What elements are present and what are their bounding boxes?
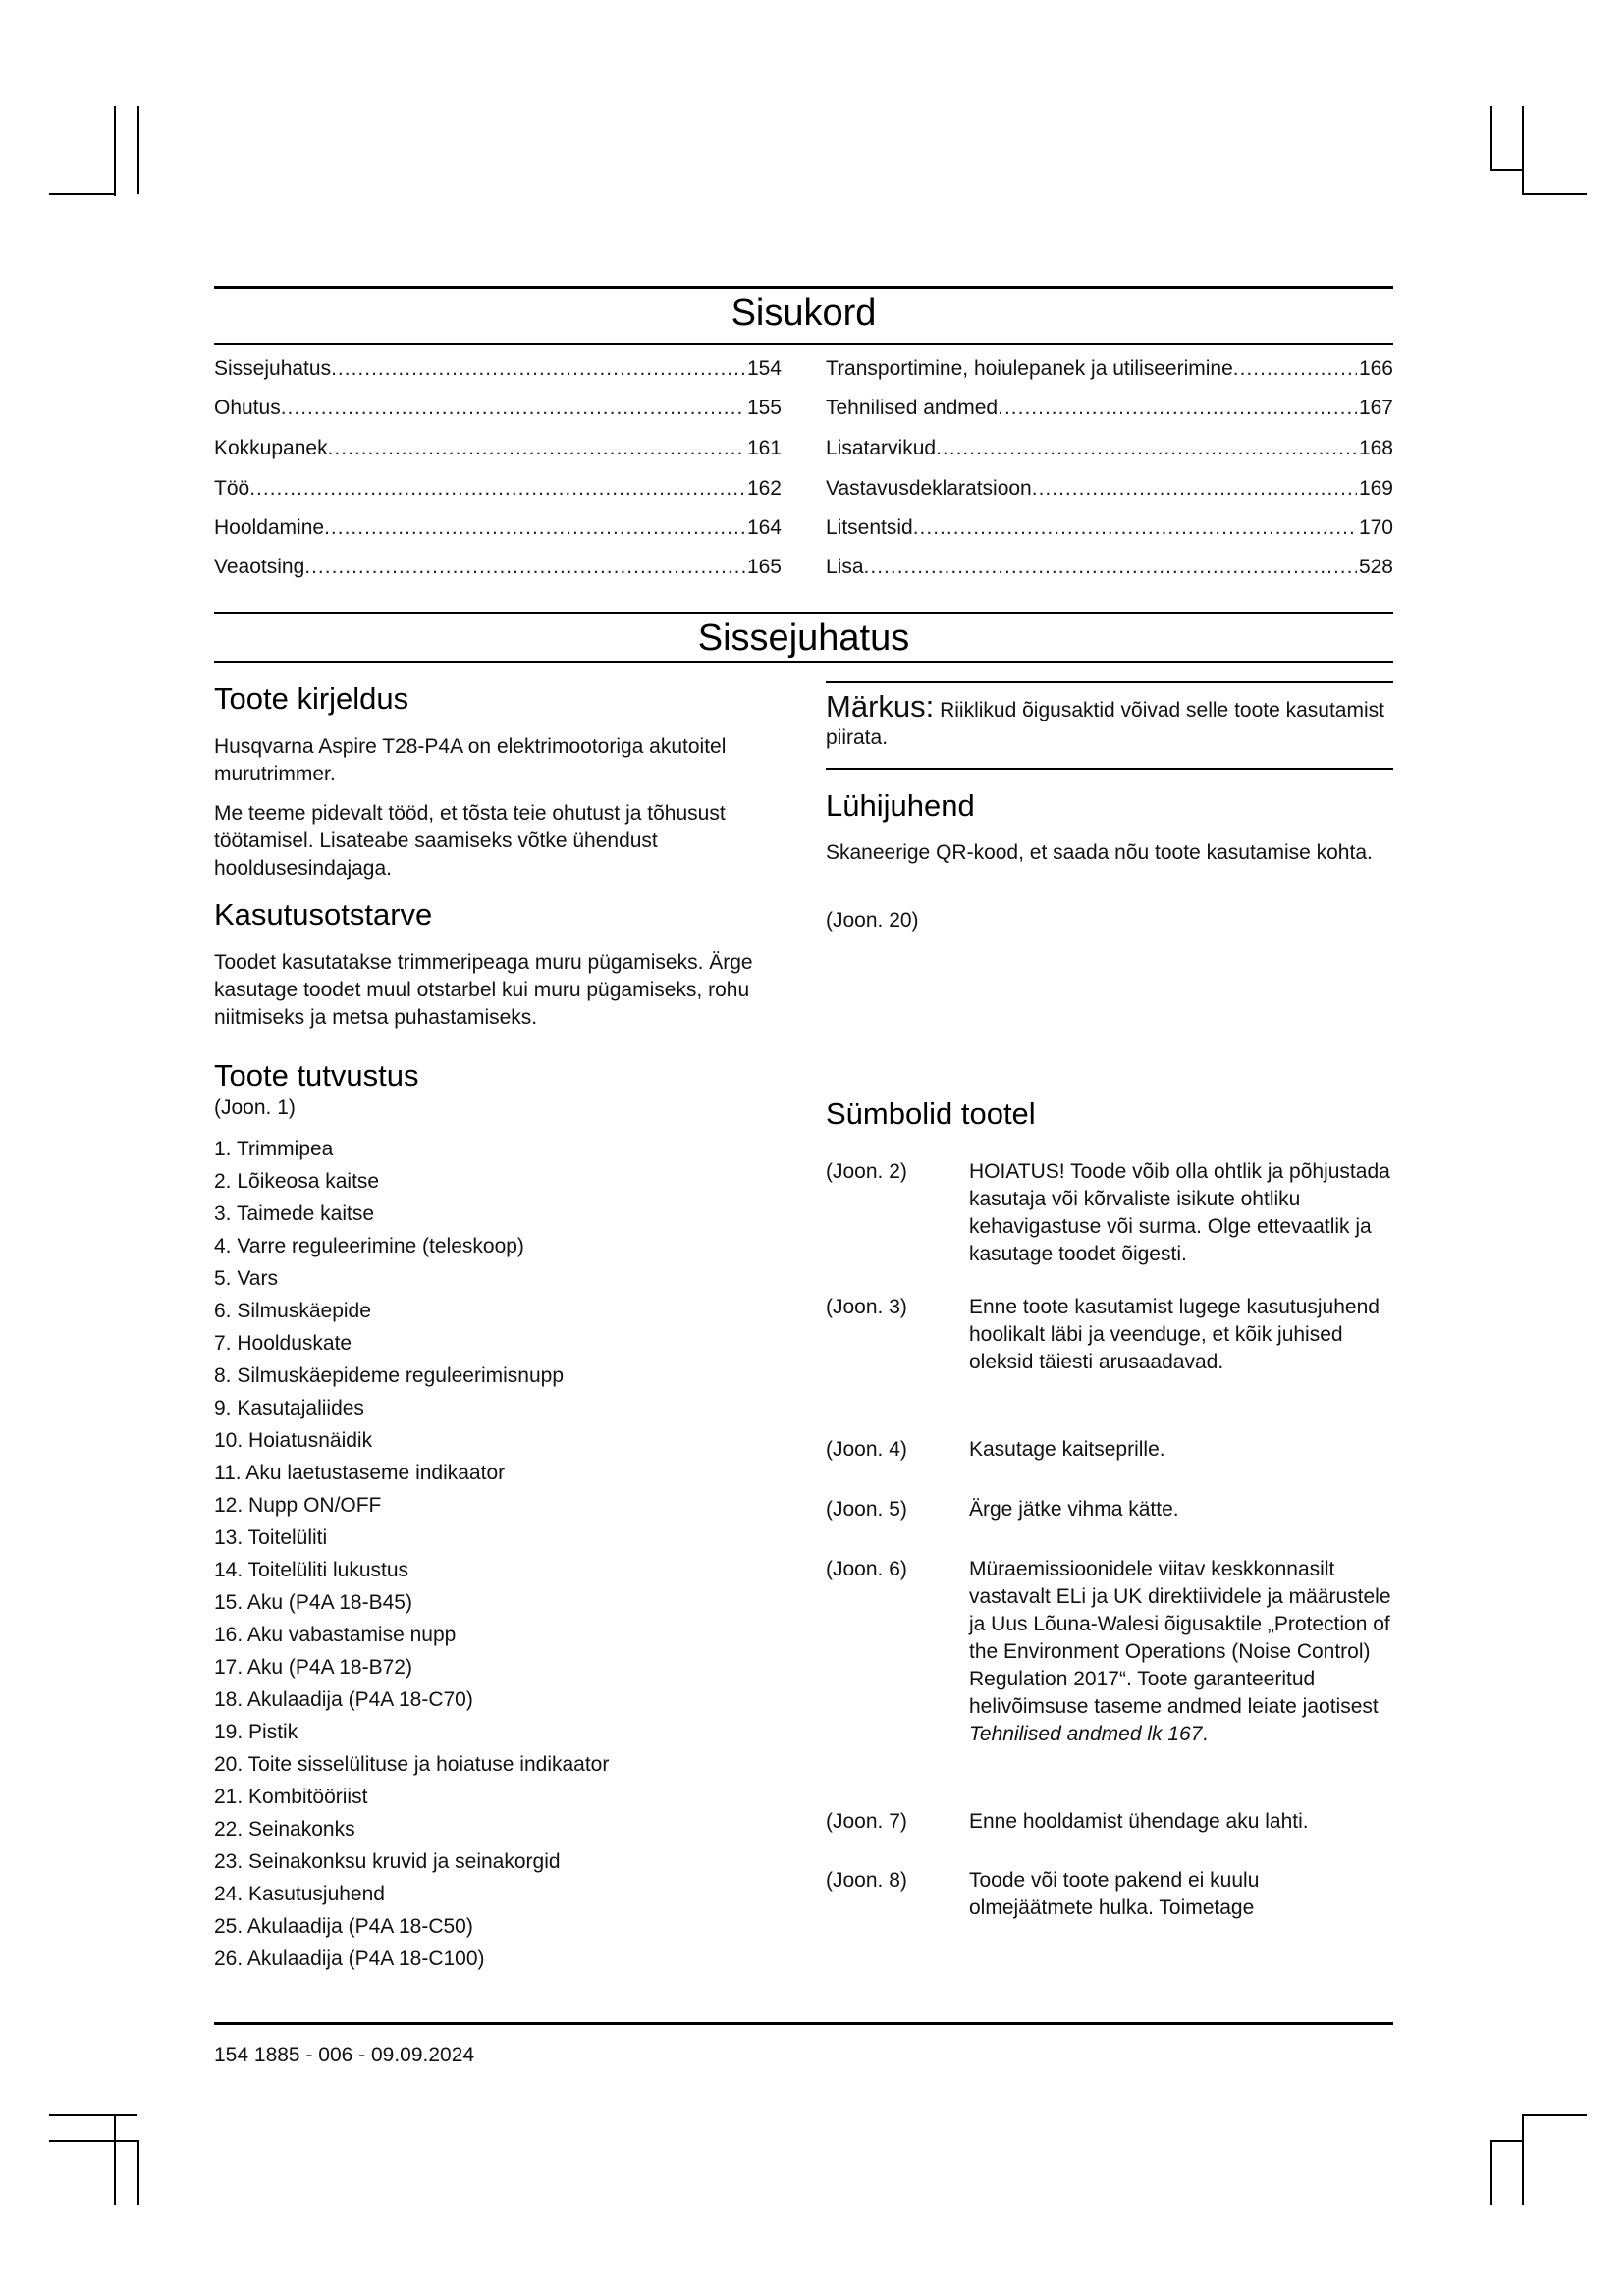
list-item: 26. Akulaadija (P4A 18-C100)	[214, 1948, 485, 1970]
list-item: 9. Kasutajaliides	[214, 1397, 364, 1419]
symbol-ref: (Joon. 5)	[826, 1498, 907, 1521]
toc-entry-label: Tehnilised andmed	[826, 397, 999, 419]
symbol-crossref-link[interactable]: Tehnilised andmed lk 167	[969, 1723, 1203, 1745]
symbol-text: Enne toote kasutamist lugege kasutusjuhend hoolikalt läbi ja veenduge, et kõik juhised oleksid täiesti arusaadavad.	[969, 1296, 1380, 1373]
list-item: 1. Trimmipea	[214, 1138, 334, 1160]
symbol-ref: (Joon. 2)	[826, 1160, 907, 1183]
quick-guide-ref: (Joon. 20)	[826, 909, 919, 932]
product-description-heading: Toote kirjeldus	[214, 681, 409, 716]
toc-title-rule	[214, 343, 1393, 345]
toc-entry-page: 167	[1358, 397, 1393, 419]
page-number: 154	[214, 2044, 249, 2066]
list-item: 17. Aku (P4A 18-B72)	[214, 1656, 412, 1679]
toc-entry[interactable]	[214, 554, 782, 581]
list-item: 24. Kasutusjuhend	[214, 1883, 385, 1905]
toc-entry-page: 169	[1358, 477, 1393, 500]
note-label: Märkus:	[826, 689, 935, 723]
symbol-text: Kasutage kaitseprille.	[969, 1438, 1165, 1461]
list-item: 22. Seinakonks	[214, 1818, 355, 1841]
symbol-text-body: Müraemissioonidele viitav keskkonnasilt vastavalt ELi ja UK direktiividele ja määrustele ja Uus Lõuna-Walesi õigusaktile „Protection of the Environment Operations (Noise Control) Regulation 2017“. Toote garanteeritud helivõimsuse taseme andmed leiate jaotisest	[969, 1558, 1391, 1718]
product-overview-ref: (Joon. 1)	[214, 1096, 296, 1119]
toc-entry-page: 165	[746, 556, 782, 578]
product-description-text: Husqvarna Aspire T28-P4A on elektrimootoriga akutoitel murutrimmer.	[214, 735, 727, 785]
toc-entry-label: Veaotsing	[214, 556, 305, 578]
page-footer	[214, 2042, 474, 2069]
toc-entry[interactable]	[214, 355, 782, 383]
symbol-ref: (Joon. 8)	[826, 1869, 907, 1892]
toc-entry-page: 164	[746, 516, 782, 539]
toc-entry-label: Kokkupanek	[214, 437, 328, 459]
toc-entry-label: Transportimine, hoiulepanek ja utiliseerimine	[826, 357, 1233, 380]
list-item: 13. Toitelüliti	[214, 1526, 328, 1549]
symbol-ref: (Joon. 7)	[826, 1810, 907, 1833]
list-item: 21. Kombitööriist	[214, 1786, 368, 1808]
note-text: Riiklikud õigusaktid võivad selle toote kasutamist piirata.	[826, 699, 1384, 749]
symbol-text	[969, 1556, 1393, 1748]
intro-title: Sissejuhatus	[697, 617, 910, 659]
document-id: 1885 - 006 - 09.09.2024	[253, 2044, 475, 2066]
toc-entry[interactable]	[826, 554, 1393, 581]
toc-entry[interactable]	[214, 514, 782, 542]
toc-entry[interactable]	[826, 475, 1393, 503]
product-overview-list	[214, 1133, 609, 1975]
symbol-text: HOIATUS! Toode võib olla ohtlik ja põhjustada kasutaja või kõrvaliste isikute ohtliku kehavigastuse või surma. Olge ettevaatlik ja kasutage toodet õigesti.	[969, 1160, 1390, 1265]
symbols-heading: Sümbolid tootel	[826, 1096, 1036, 1131]
symbol-text: Ärge jätke vihma kätte.	[969, 1498, 1179, 1521]
toc-entry[interactable]	[214, 395, 782, 422]
list-item: 19. Pistik	[214, 1721, 298, 1743]
intro-title-rule	[214, 661, 1393, 663]
toc-entry-label: Sissejuhatus	[214, 357, 332, 380]
toc-entry[interactable]	[826, 355, 1393, 383]
toc-entry-page: 168	[1358, 437, 1393, 459]
toc-entry-page: 162	[746, 477, 782, 500]
list-item: 3. Taimede kaitse	[214, 1202, 375, 1225]
toc-entry[interactable]	[826, 435, 1393, 462]
toc-entry[interactable]	[826, 395, 1393, 422]
toc-title: Sisukord	[731, 293, 877, 334]
intro-top-rule	[214, 612, 1393, 614]
list-item: 16. Aku vabastamise nupp	[214, 1624, 457, 1646]
list-item: 10. Hoiatusnäidik	[214, 1429, 373, 1452]
symbol-ref: (Joon. 4)	[826, 1438, 907, 1461]
toc-entry-label: Lisatarvikud	[826, 437, 937, 459]
list-item: 23. Seinakonksu kruvid ja seinakorgid	[214, 1850, 561, 1873]
list-item: 15. Aku (P4A 18-B45)	[214, 1591, 412, 1614]
quick-guide-heading: Lühijuhend	[826, 788, 975, 823]
intended-use-heading: Kasutusotstarve	[214, 897, 433, 932]
toc-entry-label: Vastavusdeklaratsioon	[826, 477, 1032, 500]
note-top-rule	[826, 681, 1393, 683]
toc-entry-page: 155	[746, 397, 782, 419]
intended-use-text: Toodet kasutatakse trimmeripeaga muru pügamiseks. Ärge kasutage toodet muul otstarbel kui muru pügamiseks, rohu niitmiseks ja metsa puhastamiseks.	[214, 951, 753, 1029]
list-item: 6. Silmuskäepide	[214, 1300, 371, 1322]
toc-entry-page: 161	[746, 437, 782, 459]
note-box	[826, 690, 1393, 752]
toc-entry-label: Litsentsid	[826, 516, 913, 539]
list-item: 7. Hoolduskate	[214, 1332, 352, 1355]
list-item: 14. Toitelüliti lukustus	[214, 1559, 409, 1581]
list-item: 4. Varre reguleerimine (teleskoop)	[214, 1235, 524, 1257]
list-item: 2. Lõikeosa kaitse	[214, 1170, 380, 1193]
quick-guide-text: Skaneerige QR-kood, et saada nõu toote kasutamise kohta.	[826, 841, 1373, 864]
list-item: 5. Vars	[214, 1267, 278, 1290]
symbol-ref: (Joon. 3)	[826, 1296, 907, 1318]
list-item: 8. Silmuskäepideme reguleerimisnupp	[214, 1364, 565, 1387]
toc-entry-page: 154	[746, 357, 782, 380]
note-bottom-rule	[826, 768, 1393, 770]
toc-entry-label: Ohutus	[214, 397, 281, 419]
symbol-text: Enne hooldamist ühendage aku lahti.	[969, 1810, 1309, 1833]
list-item: 12. Nupp ON/OFF	[214, 1494, 382, 1517]
toc-top-rule	[214, 286, 1393, 289]
toc-entry[interactable]	[214, 435, 782, 462]
toc-entry[interactable]	[826, 514, 1393, 542]
toc-entry-label: Hooldamine	[214, 516, 325, 539]
toc-entry-label: Lisa	[826, 556, 864, 578]
footer-rule	[214, 2022, 1393, 2025]
symbol-text-tail: .	[1202, 1723, 1209, 1745]
list-item: 25. Akulaadija (P4A 18-C50)	[214, 1915, 473, 1938]
symbol-text: Toode või toote pakend ei kuulu olmejäätmete hulka. Toimetage	[969, 1869, 1260, 1919]
toc-entry[interactable]	[214, 475, 782, 503]
list-item: 20. Toite sisselülituse ja hoiatuse indikaator	[214, 1753, 610, 1776]
symbol-ref: (Joon. 6)	[826, 1558, 907, 1580]
toc-entry-page: 528	[1358, 556, 1393, 578]
product-description-text: Me teeme pidevalt tööd, et tõsta teie ohutust ja tõhusust töötamisel. Lisateabe saamiseks võtke ühendust hooldusesindajaga.	[214, 802, 726, 880]
list-item: 11. Aku laetustaseme indikaator	[214, 1462, 506, 1484]
toc-entry-label: Töö	[214, 477, 250, 500]
toc-entry-page: 166	[1358, 357, 1393, 380]
product-overview-heading: Toote tutvustus	[214, 1058, 419, 1093]
list-item: 18. Akulaadija (P4A 18-C70)	[214, 1688, 473, 1711]
toc-entry-page: 170	[1358, 516, 1393, 539]
